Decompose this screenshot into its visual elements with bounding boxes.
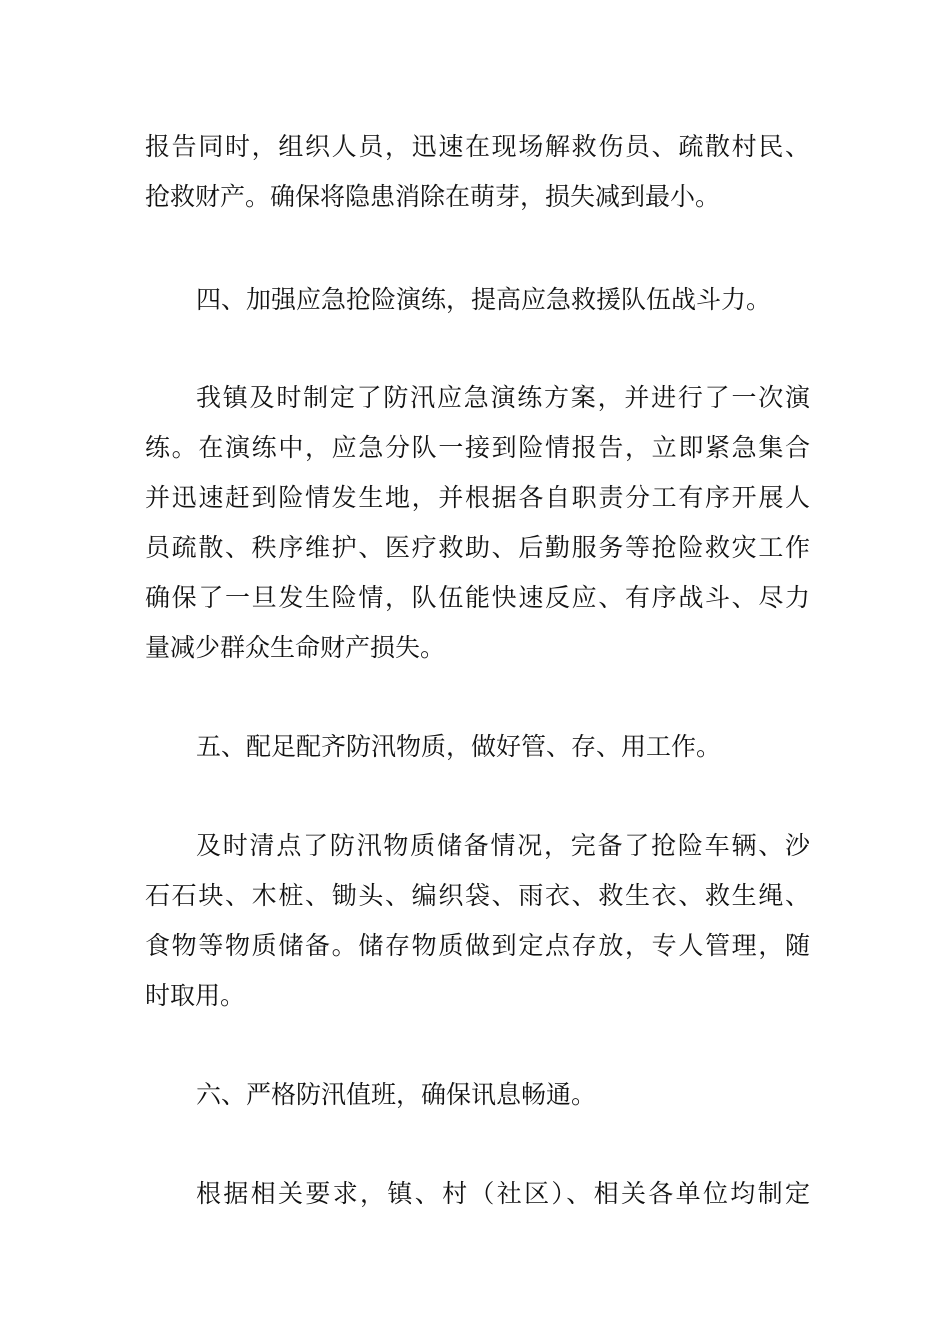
paragraph-2-line-5: 确保了一旦发生险情，队伍能快速反应、有序战斗、尽力 (145, 583, 810, 612)
paragraph-1-line-1: 报告同时，组织人员，迅速在现场解救伤员、疏散村民、 (145, 132, 810, 161)
paragraph-1-line-2: 抢救财产。确保将隐患消除在萌芽，损失减到最小。 (145, 182, 721, 211)
paragraph-3-line-1: 及时清点了防汛物质储备情况，完备了抢险车辆、沙 (196, 831, 810, 860)
paragraph-3-line-3: 食物等物质储备。储存物质做到定点存放，专人管理，随 (145, 931, 810, 960)
paragraph-2-line-4: 员疏散、秩序维护、医疗救助、后勤服务等抢险救灾工作 (145, 533, 810, 562)
paragraph-2-line-6: 量减少群众生命财产损失。 (145, 633, 446, 662)
heading-section-5: 五、配足配齐防汛物质，做好管、存、用工作。 (196, 732, 722, 761)
heading-section-6: 六、严格防汛值班，确保讯息畅通。 (196, 1080, 597, 1109)
paragraph-4-line-1: 根据相关要求，镇、村（社区）、相关各单位均制定 (196, 1179, 810, 1208)
paragraph-3-line-2: 石石块、木桩、锄头、编织袋、雨衣、救生衣、救生绳、 (145, 881, 810, 910)
paragraph-2-line-2: 练。在演练中，应急分队一接到险情报告，立即紧急集合 (145, 433, 810, 462)
paragraph-3-line-4: 时取用。 (145, 981, 246, 1010)
heading-section-4: 四、加强应急抢险演练，提高应急救援队伍战斗力。 (196, 285, 772, 314)
paragraph-2-line-1: 我镇及时制定了防汛应急演练方案，并进行了一次演 (196, 383, 810, 412)
paragraph-2-line-3: 并迅速赶到险情发生地，并根据各自职责分工有序开展人 (145, 483, 810, 512)
